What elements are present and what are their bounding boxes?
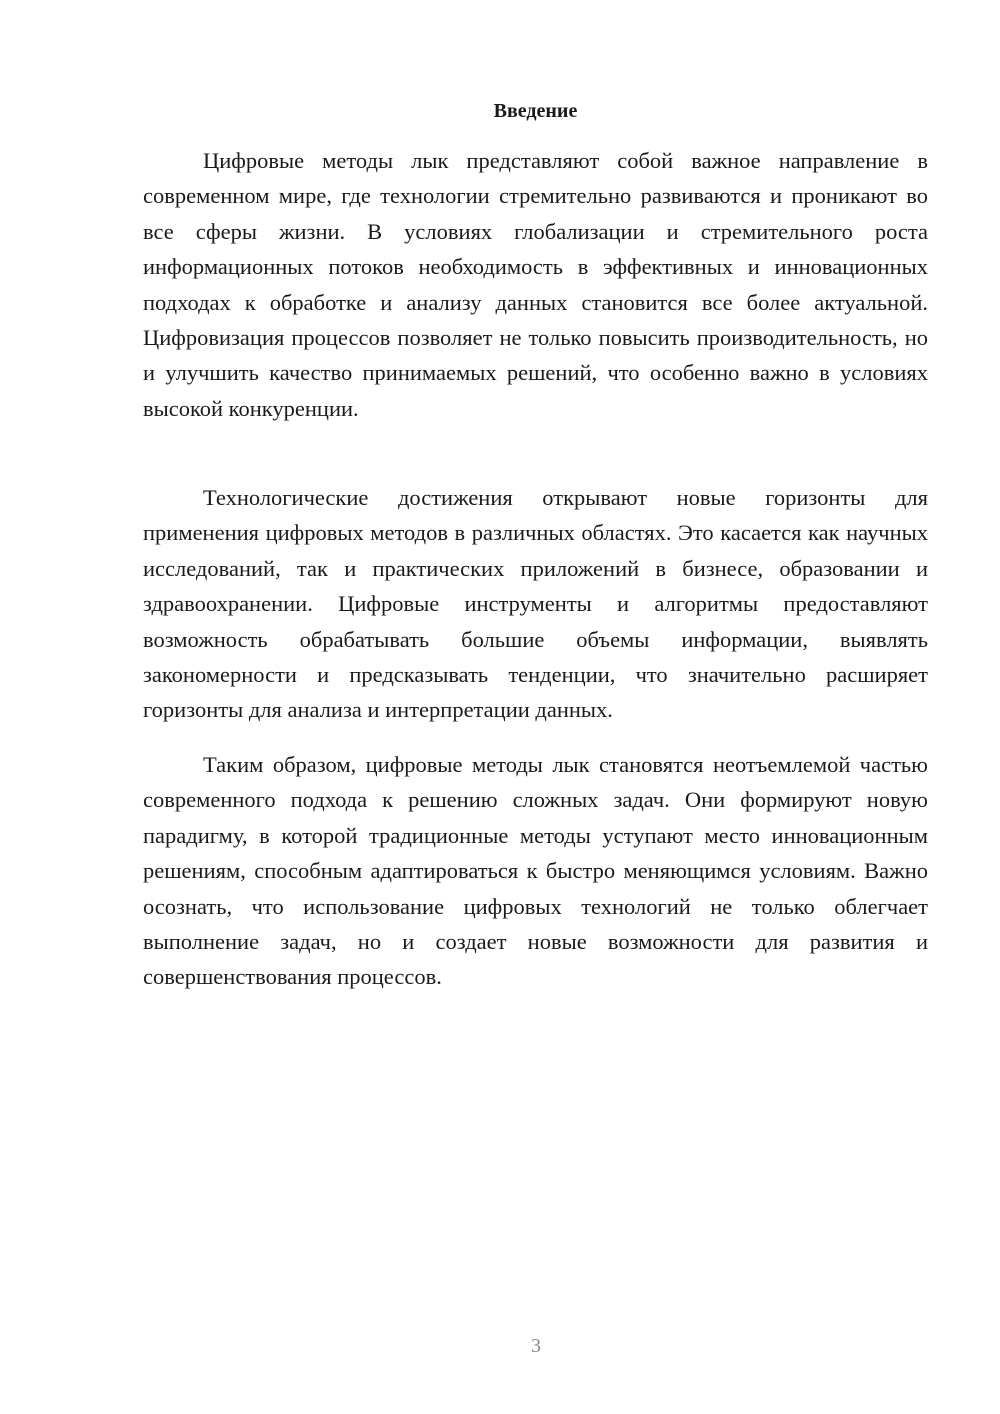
page-number: 3 [531, 1335, 541, 1357]
paragraph-1: Цифровые методы лык представляют собой важное направление в современном мире, где технологии стремительно развиваются и проникают во все сферы жизни. В условиях глобализации и стремительного роста информационных потоков необходимость в эффективных и инновационных подходах к обработке и анализу данных становится все более актуальной. Цифровизация процессов позволяет не только повысить производительность, но и улучшить качество принимаемых решений, что особенно важно в условиях высокой конкуренции. [143, 148, 928, 421]
paragraph-2: Технологические достижения открывают новые горизонты для применения цифровых методов в различных областях. Это касается как научных исследований, так и практических приложений в бизнесе, образовании и здравоохранении. Цифровые инструменты и алгоритмы предоставляют возможность обрабатывать большие объемы информации, выявлять закономерности и предсказывать тенденции, что значительно расширяет горизонты для анализа и интерпретации данных. [143, 485, 928, 723]
page-title: Введение [493, 100, 578, 122]
paragraph-3: Таким образом, цифровые методы лык становятся неотъемлемой частью современного подхода к решению сложных задач. Они формируют новую парадигму, в которой традиционные методы уступают место инновационным решениям, способным адаптироваться к быстро меняющимся условиям. Важно осознать, что использование цифровых технологий не только облегчает выполнение задач, но и создает новые возможности для развития и совершенствования процессов. [143, 752, 928, 990]
